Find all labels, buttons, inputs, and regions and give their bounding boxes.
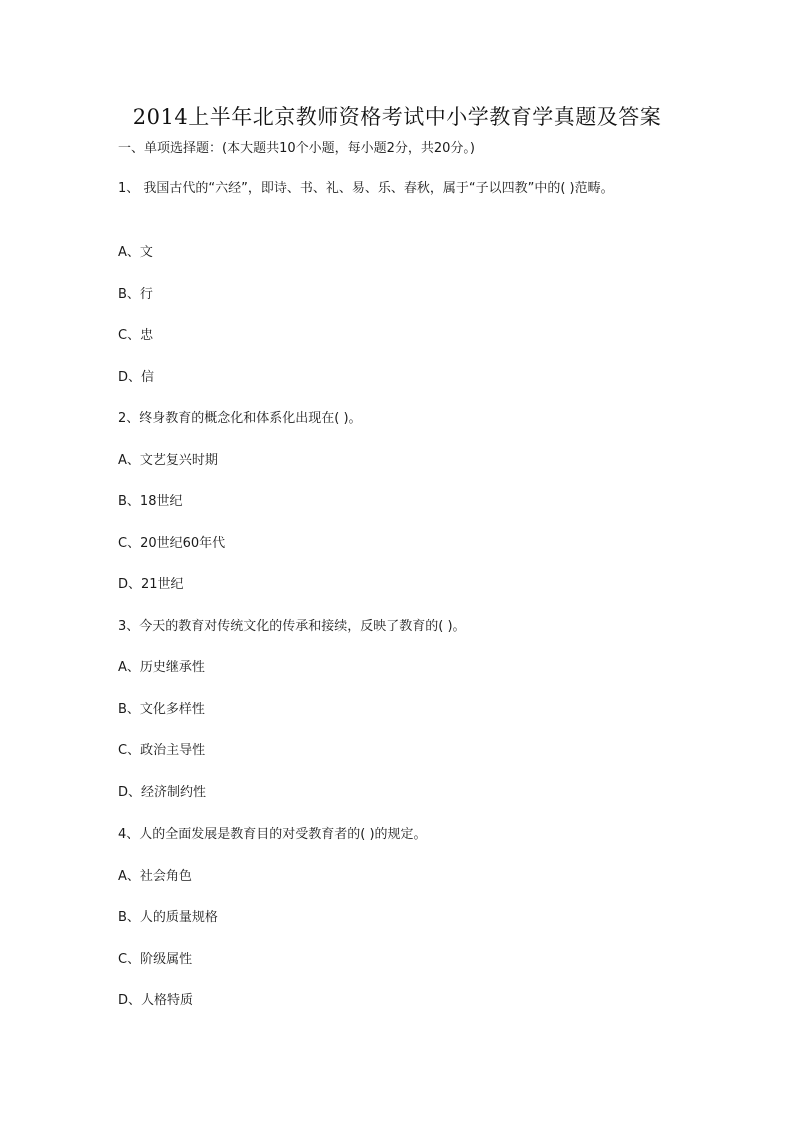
question-1-option-d: D、信 — [118, 370, 155, 385]
question-3-option-d: D、经济制约性 — [118, 785, 207, 800]
question-4-option-c: C、阶级属性 — [118, 952, 193, 967]
question-2-option-a: A、文艺复兴时期 — [118, 453, 218, 468]
question-1-option-c: C、忠 — [118, 328, 154, 343]
question-2-option-b: B、18世纪 — [118, 494, 183, 509]
question-1-option-a: A、文 — [118, 245, 153, 260]
question-3-stem: 3、今天的教育对传统文化的传承和接续，反映了教育的( )。 — [118, 619, 466, 634]
question-1-stem: 1、 我国古代的“六经”，即诗、书、礼、易、乐、春秋，属于“子以四教”中的( )范畴。 — [118, 181, 614, 196]
question-2-option-c: C、20世纪60年代 — [118, 536, 226, 551]
question-2-option-d: D、21世纪 — [118, 577, 184, 592]
question-4-option-d: D、人格特质 — [118, 993, 194, 1008]
question-3-option-c: C、政治主导性 — [118, 743, 206, 758]
question-2-stem: 2、终身教育的概念化和体系化出现在( )。 — [118, 411, 362, 426]
question-4-option-b: B、人的质量规格 — [118, 910, 218, 925]
document-title: 2014上半年北京教师资格考试中小学教育学真题及答案 — [132, 105, 662, 129]
question-4-stem: 4、人的全面发展是教育目的对受教育者的( )的规定。 — [118, 827, 427, 842]
section-heading: 一、单项选择题：(本大题共10个小题，每小题2分，共20分。) — [118, 141, 475, 156]
question-3-option-a: A、历史继承性 — [118, 660, 205, 675]
question-4-option-a: A、社会角色 — [118, 869, 192, 884]
question-1-option-b: B、行 — [118, 287, 153, 302]
question-3-option-b: B、文化多样性 — [118, 702, 205, 717]
